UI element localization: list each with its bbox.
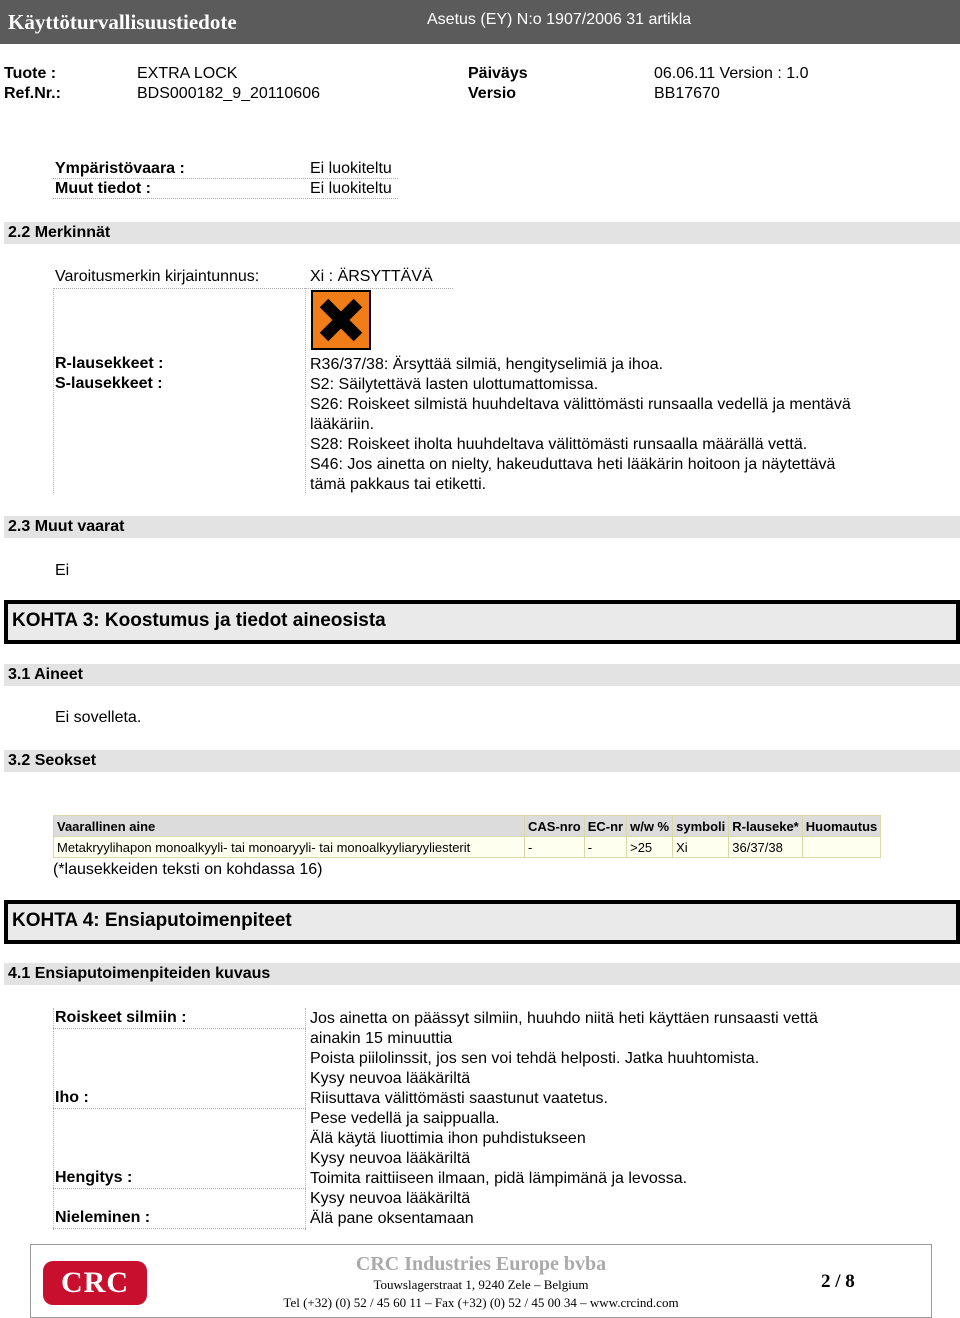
table-header-cell: Huomautus [802, 816, 881, 837]
table-cell: - [525, 837, 585, 858]
other-info-label: Muut tiedot : [55, 180, 151, 197]
subsection-header-labelling [4, 222, 960, 244]
table-header-cell: Vaarallinen aine [54, 816, 525, 837]
table-cell: >25 [627, 837, 673, 858]
first-aid-instruction: Pese vedellä ja saippualla. [310, 1110, 500, 1127]
page-footer [30, 1244, 932, 1318]
environment-hazard-value: Ei luokiteltu [310, 160, 392, 177]
document-title: Käyttöturvallisuustiedote [8, 10, 237, 34]
first-aid-instruction: Älä käytä liuottimia ihon puhdistukseen [310, 1130, 586, 1147]
version-label: Versio [468, 85, 517, 102]
product-label: Tuote : [4, 65, 57, 82]
subsection-header-mixtures [4, 750, 960, 772]
table-cell: Xi [673, 837, 729, 858]
table-header-cell: CAS-nro [525, 816, 585, 837]
table-cell: 36/37/38 [729, 837, 802, 858]
safety-phrase: lääkäriin. [310, 416, 375, 433]
row-divider [53, 1088, 306, 1109]
safety-phrase: S46: Jos ainetta on nielty, hakeuduttava heti lääkärin hoitoon ja näytettävä [310, 456, 836, 473]
ref-value: BDS000182_9_20110606 [137, 85, 320, 102]
skin-contact-label: Iho : [55, 1089, 89, 1106]
first-aid-instruction: Älä pane oksentamaan [310, 1210, 474, 1227]
substances-value: Ei sovelleta. [55, 709, 142, 726]
subsection-header-first-aid-description [4, 963, 960, 985]
section-title: KOHTA 3: Koostumus ja tiedot aineosista [12, 610, 386, 631]
subsection-title: 2.3 Muut vaarat [8, 518, 125, 535]
first-aid-instruction: Jos ainetta on päässyt silmiin, huuhdo niitä heti käyttäen runsaasti vettä [310, 1010, 818, 1027]
table-row [54, 837, 881, 858]
company-name: CRC Industries Europe bvba [355, 1253, 607, 1275]
subsection-title: 2.2 Merkinnät [8, 224, 111, 241]
ref-label: Ref.Nr.: [4, 85, 61, 102]
column-divider [53, 288, 54, 493]
risk-phrase: R36/37/38: Ärsyttää silmiä, hengityselimiä ja ihoa. [310, 356, 664, 373]
first-aid-instruction: Riisuttava välittömästi saastunut vaatetus. [310, 1090, 608, 1107]
regulation-reference: Asetus (EY) N:o 1907/2006 31 artikla [427, 11, 692, 28]
column-divider [305, 288, 306, 493]
table-header-cell: R-lauseke* [729, 816, 802, 837]
subsection-header-other-hazards [4, 516, 960, 538]
table-cell: Metakryylihapon monoalkyyli- tai monoaryyli- tai monoalkyyliaryyliesterit [54, 837, 525, 858]
page-number: 2 / 8 [821, 1271, 855, 1292]
first-aid-instruction: Poista piilolinssit, jos sen voi tehdä helposti. Jatka huuhtomista. [310, 1050, 760, 1067]
table-header-cell: w/w % [627, 816, 673, 837]
subsection-header-substances [4, 664, 960, 686]
first-aid-instruction: Toimita raittiiseen ilmaan, pidä lämpimänä ja levossa. [310, 1170, 688, 1187]
date-label: Päiväys [468, 65, 528, 82]
harmful-irritant-cross-icon [311, 290, 371, 350]
first-aid-instruction: Kysy neuvoa lääkäriltä [310, 1070, 471, 1087]
safety-phrase: S2: Säilytettävä lasten ulottumattomissa. [310, 376, 599, 393]
table-header-cell: symboli [673, 816, 729, 837]
table-cell: - [584, 837, 626, 858]
eye-contact-label: Roiskeet silmiin : [55, 1009, 187, 1026]
company-address: Touwslagerstraat 1, 9240 Zele – Belgium [373, 1277, 589, 1292]
document-header [0, 0, 960, 44]
logo-text: CRC [61, 1266, 129, 1299]
product-value: EXTRA LOCK [137, 65, 238, 82]
safety-phrase: S28: Roiskeet iholta huuhdeltava välittömästi runsaalla määrällä vettä. [310, 436, 808, 453]
section-header-composition [4, 600, 960, 644]
warning-symbol-value: Xi : ÄRSYTTÄVÄ [310, 268, 433, 285]
subsection-title: 3.1 Aineet [8, 666, 83, 683]
safety-phrase: tämä pakkaus tai etiketti. [310, 476, 487, 493]
table-header-row [54, 816, 881, 837]
other-info-value: Ei luokiteltu [310, 180, 392, 197]
version-value: BB17670 [654, 85, 720, 102]
column-divider [53, 1008, 54, 1230]
subsection-title: 4.1 Ensiaputoimenpiteiden kuvaus [8, 965, 271, 982]
company-contact: Tel (+32) (0) 52 / 45 60 11 – Fax (+32) (0) 52 / 45 00 34 – www.crcind.com [283, 1295, 679, 1310]
section-title: KOHTA 4: Ensiaputoimenpiteet [12, 910, 292, 931]
column-divider [305, 1008, 306, 1230]
r-phrases-label: R-lausekkeet : [55, 355, 164, 372]
first-aid-instruction: ainakin 15 minuuttia [310, 1030, 453, 1047]
date-value: 06.06.11 Version : 1.0 [654, 65, 809, 82]
safety-phrase: S26: Roiskeet silmistä huuhdeltava välittömästi runsaalla vedellä ja mentävä [310, 396, 851, 413]
table-footnote: (*lausekkeiden teksti on kohdassa 16) [53, 861, 323, 878]
table-cell [802, 837, 881, 858]
section-header-first-aid [4, 900, 960, 944]
subsection-title: 3.2 Seokset [8, 752, 97, 769]
warning-symbol-label: Varoitusmerkin kirjaintunnus: [55, 268, 260, 285]
environment-hazard-label: Ympäristövaara : [55, 160, 185, 177]
other-hazards-value: Ei [55, 562, 70, 579]
table-header-cell: EC-nr [584, 816, 626, 837]
first-aid-instruction: Kysy neuvoa lääkäriltä [310, 1150, 471, 1167]
mixture-table [53, 815, 881, 858]
ingestion-label: Nieleminen : [55, 1209, 151, 1226]
s-phrases-label: S-lausekkeet : [55, 375, 163, 392]
inhalation-label: Hengitys : [55, 1169, 133, 1186]
first-aid-instruction: Kysy neuvoa lääkäriltä [310, 1190, 471, 1207]
